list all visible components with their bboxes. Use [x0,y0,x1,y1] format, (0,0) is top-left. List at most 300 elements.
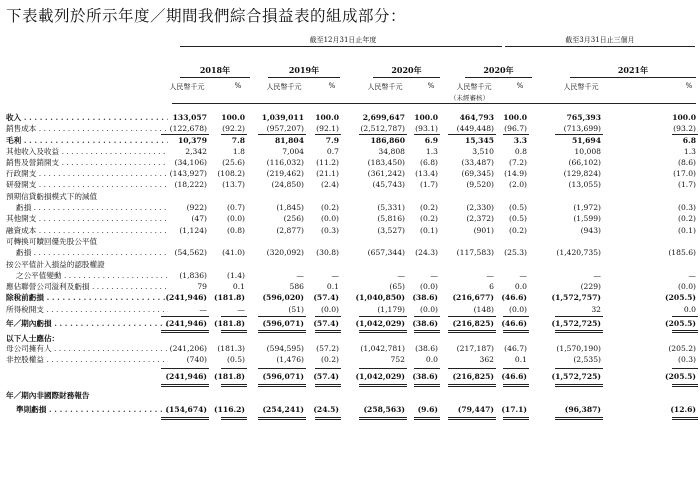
total-double-rule [448,330,496,333]
amount-cell: (241,206) [169,344,207,353]
amount-cell: 2,699,647 [362,113,405,122]
percent-cell: 7.8 [231,136,245,145]
row-label: 年／期內虧損 . . . [6,319,168,328]
total-double-rule [359,384,407,387]
percent-cell: (30.8) [316,248,339,257]
percent-cell: — [688,271,696,280]
percent-cell: (46.6) [501,319,527,328]
amount-cell: (596,020) [262,293,304,302]
amount-cell: (596,071) [262,372,304,381]
amount-cell: (241,946) [165,372,207,381]
total-rule [315,368,341,369]
amount-cell: (1,836) [179,271,207,280]
total-double-rule [161,330,209,333]
total-rule [315,134,341,135]
percent-cell: (0.5) [508,214,527,223]
row-label: 準則虧損 . . . [16,405,168,414]
amount-cell: 765,393 [566,113,601,122]
percent-cell: (0.0) [320,214,339,223]
percent-cell: (41.0) [222,248,245,257]
amount-cell: (361,242) [367,169,405,178]
year-rule [373,77,440,78]
amount-cell: (9,520) [466,180,494,189]
amount-cell: 133,057 [172,113,207,122]
amount-cell: (216,825) [452,319,494,328]
percent-cell: (205.5) [665,293,696,302]
percent-cell: (38.6) [412,319,438,328]
group-header-months: 截至3月31日止三個月 [565,36,635,44]
total-rule [221,368,247,369]
percent-cell: (0.2) [419,203,438,212]
amount-cell: (129,824) [563,169,601,178]
amount-cell: (216,677) [452,293,494,302]
percent-cell: (1.7) [677,180,696,189]
row-label: 以下人士應佔： [6,334,60,343]
amount-cell: 3,510 [472,147,494,156]
amount-cell: 32 [591,305,601,314]
percent-cell: 3.3 [513,136,527,145]
amount-cell: (229) [580,282,601,291]
amount-cell: (117,583) [456,248,494,257]
amount-cell: (148) [473,305,494,314]
amount-cell: (922) [186,203,207,212]
group-rule-months [505,46,695,47]
amount-cell: (33,487) [461,158,494,167]
percent-cell: (0.0) [419,305,438,314]
total-rule [359,134,407,135]
amount-cell: 752 [390,355,405,364]
percent-label: % [685,82,693,90]
total-rule [672,134,698,135]
amount-cell: — [593,271,601,280]
total-rule [258,316,306,317]
amount-cell: (66,102) [568,158,601,167]
percent-cell: (0.2) [677,214,696,223]
row-label: 預期信貸虧損模式下的減值 [6,192,98,201]
total-rule [414,316,440,317]
total-rule [448,316,496,317]
year-header: 2020年 [391,65,422,75]
amount-cell: (320,092) [266,248,304,257]
total-rule [672,316,698,317]
percent-cell: (205.5) [665,319,696,328]
amount-cell: (3,527) [377,226,405,235]
percent-label: % [328,82,336,90]
unit-label: 人民幣千元 [266,83,302,91]
total-double-rule [414,417,440,420]
percent-label: % [516,82,524,90]
total-rule [414,368,440,369]
amount-cell: — [486,271,494,280]
percent-cell: (181.8) [214,319,245,328]
total-double-rule [258,330,306,333]
percent-cell: (181.8) [214,372,245,381]
percent-cell: (0.2) [320,203,339,212]
percent-cell: 0.1 [514,355,527,364]
total-rule [221,134,247,135]
percent-cell: (0.5) [508,203,527,212]
total-double-rule [448,417,496,420]
amount-cell: (217,187) [456,344,494,353]
row-label: 其他收入及收益 . . . [6,147,168,156]
percent-cell: — [237,305,245,314]
percent-cell: (38.6) [412,372,438,381]
row-label: 應佔聯營公司溢利及虧損 . . . [6,282,168,291]
amount-cell: (45,743) [372,180,405,189]
total-rule [359,368,407,369]
amount-cell: (1,572,757) [551,293,601,302]
group-header-years: 截至12月31日止年度 [309,36,377,44]
amount-cell: (957,207) [266,124,304,133]
percent-cell: 7.9 [325,136,339,145]
total-rule [161,368,209,369]
total-rule [414,134,440,135]
percent-cell: (46.6) [501,293,527,302]
percent-cell: 100.0 [672,113,696,122]
amount-cell: 362 [479,355,494,364]
row-label: 非控股權益 . . . [6,355,168,364]
amount-cell: (65) [389,282,405,291]
amount-cell: — [199,305,207,314]
amount-cell: 79 [197,282,207,291]
amount-cell: (713,699) [563,124,601,133]
amount-cell: 51,694 [571,136,601,145]
total-double-rule [503,330,529,333]
amount-cell: (943) [580,226,601,235]
percent-cell: (2.0) [508,180,527,189]
amount-cell: (258,563) [363,405,405,414]
total-rule [161,316,209,317]
amount-cell: (47) [191,214,207,223]
unit-label: 人民幣千元 [169,83,205,91]
percent-cell: 100.0 [315,113,339,122]
percent-cell: (0.7) [226,203,245,212]
percent-cell: (12.6) [670,405,696,414]
amount-cell: (1,420,735) [556,248,601,257]
total-double-rule [221,384,247,387]
total-rule [555,368,603,369]
total-double-rule [161,417,209,420]
total-double-rule [555,384,603,387]
percent-cell: (0.2) [320,355,339,364]
unit-label: 人民幣千元 [367,83,403,91]
total-double-rule [258,384,306,387]
row-label: 虧損 . . . [16,248,168,257]
percent-cell: 100.0 [414,113,438,122]
percent-cell: (0.2) [419,214,438,223]
total-rule [672,368,698,369]
amount-cell: (183,450) [367,158,405,167]
amount-cell: 10,379 [177,136,207,145]
percent-cell: 0.0 [425,355,438,364]
amount-cell: (449,448) [456,124,494,133]
percent-cell: 0.0 [683,305,696,314]
percent-cell: 100.0 [503,113,527,122]
row-label: 銷售及營銷開支 . . . [6,158,168,167]
percent-cell: — [519,271,527,280]
row-label: 所得稅開支 . . . [6,305,168,314]
amount-cell: (1,179) [377,305,405,314]
percent-cell: (0.3) [677,203,696,212]
percent-cell: 0.8 [514,147,527,156]
total-double-rule [448,384,496,387]
row-label: 母公司擁有人 . . . [6,344,168,353]
year-header: 2021年 [617,65,649,75]
amount-cell: (13,055) [568,180,601,189]
amount-cell: (24,850) [271,180,304,189]
percent-cell: 0.1 [232,282,245,291]
row-label: 可轉換可贖回優先股公平值 [6,237,98,246]
percent-cell: (21.1) [316,169,339,178]
total-rule [448,134,496,135]
total-double-rule [359,330,407,333]
amount-cell: (1,042,029) [355,372,405,381]
total-rule [258,368,306,369]
percent-cell: (8.6) [677,158,696,167]
percent-cell: (57.2) [316,344,339,353]
amount-cell: (2,877) [276,226,304,235]
percent-cell: 0.7 [326,147,339,156]
total-rule [315,316,341,317]
percent-cell: (17.1) [501,405,527,414]
total-rule [448,368,496,369]
amount-cell: 586 [289,282,304,291]
total-rule [555,134,603,135]
unaudited-label: （未經審核） [450,94,489,102]
amount-cell: (1,040,850) [355,293,405,302]
amount-cell: (69,345) [461,169,494,178]
amount-cell: (241,946) [165,319,207,328]
percent-cell: 1.8 [232,147,245,156]
percent-cell: (0.1) [677,226,696,235]
row-label: 收入 . . . [6,113,168,122]
percent-cell: (24.3) [415,248,438,257]
total-double-rule [359,417,407,420]
row-label: 研發開支 . . . [6,180,168,189]
total-rule [503,368,529,369]
total-rule [359,316,407,317]
total-double-rule [414,330,440,333]
amount-cell: (256) [283,214,304,223]
percent-cell: (92.1) [316,124,339,133]
amount-cell: (34,106) [174,158,207,167]
percent-cell: (181.8) [214,293,245,302]
row-label: 毛利 . . . [6,136,168,145]
amount-cell: (1,972) [573,203,601,212]
amount-cell: (54,562) [174,248,207,257]
percent-cell: (46.6) [501,372,527,381]
percent-cell: (92.2) [222,124,245,133]
total-double-rule [258,417,306,420]
total-double-rule [221,330,247,333]
percent-cell: (24.5) [313,405,339,414]
percent-cell: (11.2) [316,158,339,167]
amount-cell: (219,462) [266,169,304,178]
percent-cell: (116.2) [214,405,245,414]
percent-cell: (108.2) [217,169,245,178]
percent-cell: (57.4) [313,372,339,381]
percent-cell: (13.7) [222,180,245,189]
total-double-rule [503,417,529,420]
amount-cell: (1,570,190) [556,344,601,353]
percent-cell: (38.6) [415,344,438,353]
amount-cell: (96,387) [564,405,601,414]
percent-cell: (57.4) [313,319,339,328]
total-double-rule [503,384,529,387]
amount-cell: (1,476) [276,355,304,364]
total-rule [503,316,529,317]
amount-cell: (1,042,029) [355,319,405,328]
percent-cell: (38.6) [412,293,438,302]
amount-cell: (594,595) [266,344,304,353]
amount-cell: 2,342 [185,147,207,156]
year-rule [268,77,340,78]
percent-cell: (0.5) [226,355,245,364]
amount-cell: (657,344) [367,248,405,257]
document-heading: 下表載列於所示年度／期間我們綜合損益表的組成部分： [6,7,407,25]
total-rule [161,134,209,135]
percent-cell: (2.4) [320,180,339,189]
amount-cell: (1,124) [179,226,207,235]
percent-cell: (1.7) [419,180,438,189]
percent-cell: (0.0) [508,305,527,314]
total-rule [555,316,603,317]
row-label: 融資成本 . . . [6,226,168,235]
amount-cell: — [296,271,304,280]
percent-cell: (0.8) [226,226,245,235]
percent-cell: (205.2) [668,344,696,353]
percent-cell: 0.1 [326,282,339,291]
percent-cell: 1.3 [425,147,438,156]
amount-cell: (5,331) [377,203,405,212]
total-double-rule [672,384,698,387]
amount-cell: 1,039,011 [261,113,304,122]
amount-cell: (740) [186,355,207,364]
amount-cell: 186,860 [370,136,405,145]
percent-cell: (9.6) [417,405,438,414]
percent-cell: (0.3) [677,355,696,364]
amount-cell: (1,845) [276,203,304,212]
percent-cell: (14.9) [504,169,527,178]
amount-cell: (79,447) [457,405,494,414]
amount-cell: — [397,271,405,280]
amount-cell: (18,222) [174,180,207,189]
amount-cell: (5,816) [377,214,405,223]
amount-cell: (2,512,787) [360,124,405,133]
amount-cell: (116,032) [266,158,304,167]
percent-label: % [427,82,435,90]
percent-cell: (96.7) [504,124,527,133]
row-label: 按公平值計入損益的認股權證 [6,260,105,269]
percent-cell: — [331,271,339,280]
total-rule [258,134,306,135]
percent-cell: (57.4) [313,293,339,302]
percent-cell: (17.0) [673,169,696,178]
amount-cell: (122,678) [169,124,207,133]
row-label: 行政開支 . . . [6,169,168,178]
percent-cell: 100.0 [221,113,245,122]
percent-cell: (0.0) [320,305,339,314]
amount-cell: 464,793 [459,113,494,122]
percent-cell: (1.4) [226,271,245,280]
amount-cell: (1,042,781) [360,344,405,353]
amount-cell: 7,004 [282,147,304,156]
amount-cell: (241,946) [165,293,207,302]
row-label: 除稅前虧損 . . . [6,293,168,302]
amount-cell: (1,572,725) [551,319,601,328]
percent-cell: 1.3 [683,147,696,156]
percent-cell: (205.5) [665,372,696,381]
row-label: 虧損 . . . [16,203,168,212]
amount-cell: (254,241) [262,405,304,414]
row-label: 之公平值變動 . . . [16,271,168,280]
amount-cell: 15,345 [464,136,494,145]
total-double-rule [672,417,698,420]
year-rule [570,77,696,78]
total-double-rule [315,384,341,387]
year-rule [465,77,532,78]
total-rule [221,316,247,317]
percent-cell: — [430,271,438,280]
year-header: 2020年 [483,65,514,75]
percent-cell: (46.7) [504,344,527,353]
amount-cell: 81,804 [274,136,304,145]
percent-cell: 6.8 [682,136,696,145]
total-double-rule [414,384,440,387]
year-header: 2019年 [288,65,320,75]
amount-cell: (51) [288,305,304,314]
header-rule [172,103,696,104]
row-label: 年／期內非國際財務報告 [6,391,90,400]
year-rule [180,77,250,78]
amount-cell: (901) [473,226,494,235]
percent-cell: 6.9 [424,136,438,145]
percent-cell: (25.6) [222,158,245,167]
percent-cell: (0.0) [677,282,696,291]
total-double-rule [315,330,341,333]
percent-cell: (181.3) [217,344,245,353]
amount-cell: (154,674) [165,405,207,414]
percent-cell: (0.0) [419,282,438,291]
amount-cell: (2,330) [466,203,494,212]
amount-cell: 6 [489,282,494,291]
total-rule [503,134,529,135]
percent-label: % [234,82,242,90]
percent-cell: (93.1) [415,124,438,133]
percent-cell: (25.3) [504,248,527,257]
percent-cell: (0.2) [508,226,527,235]
total-double-rule [672,330,698,333]
percent-cell: (13.4) [415,169,438,178]
row-label: 其他開支 . . . [6,214,168,223]
year-header: 2018年 [199,65,231,75]
unit-label: 人民幣千元 [563,83,599,91]
amount-cell: 34,808 [378,147,405,156]
amount-cell: 10,008 [574,147,601,156]
percent-cell: (0.1) [419,226,438,235]
amount-cell: (2,372) [466,214,494,223]
total-double-rule [555,330,603,333]
total-double-rule [161,384,209,387]
group-rule-years [180,46,502,47]
amount-cell: (216,825) [452,372,494,381]
percent-cell: (6.8) [419,158,438,167]
row-label: 銷售成本 . . . [6,124,168,133]
total-double-rule [315,417,341,420]
amount-cell: (1,572,725) [551,372,601,381]
percent-cell: (7.2) [508,158,527,167]
total-double-rule [555,417,603,420]
